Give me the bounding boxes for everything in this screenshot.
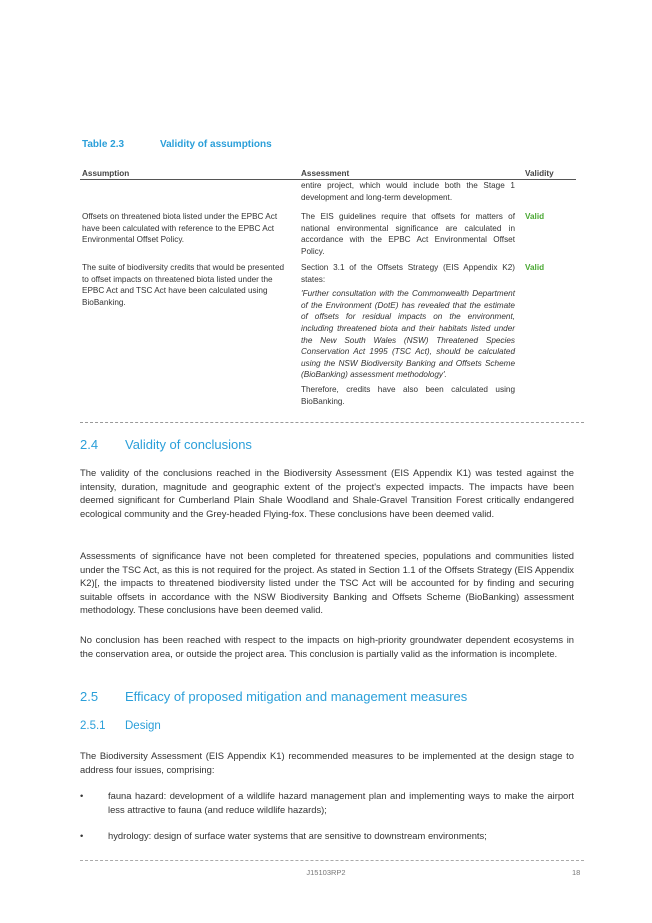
table-caption [82, 139, 272, 150]
section-title: Efficacy of proposed mitigation and management measures [125, 689, 468, 704]
table-title: Validity of assumptions [160, 139, 272, 150]
assumption-cell: The suite of biodiversity credits that would be presented to offset impacts on threatened biota listed under the EPBC Act and TSC Act have been calculated using BioBanking. [82, 263, 285, 307]
header-assumption: Assumption [82, 169, 130, 178]
assessment-text: entire project, which would include both the Stage 1 development and long-term development. [301, 181, 515, 202]
header-validity: Validity [525, 169, 554, 178]
assessment-text: The EIS guidelines require that offsets for matters of national environmental significance are calculated in accordance with the EPBC Act Environmental Offset Policy. [301, 212, 515, 256]
table-row [80, 211, 576, 262]
assessment-text: Therefore, credits have also been calculated using BioBanking. [301, 384, 515, 406]
subsection-title: Design [125, 720, 161, 732]
table-header [80, 164, 576, 180]
table-row [80, 262, 576, 427]
assessment-cell [301, 262, 515, 407]
list-item-text: hydrology: design of surface water systems that are sensitive to downstream environments; [108, 830, 487, 841]
footer-page-number: 18 [572, 868, 581, 877]
table-bottom-rule [80, 422, 584, 423]
paragraph: Assessments of significance have not been completed for threatened species, populations and communities listed under the TSC Act, as this is not required for the project. As stated in Section 1.1 of the Offsets Strategy (EIS Appendix K2)[, the impacts to threatened biodiversity listed under the TSC Act will be accounted for by finding and securing suitable offsets in accordance with the NSW Biodiversity Banking and Offsets Scheme (BioBanking) assessment methodology. These conclusions have been deemed valid. [80, 550, 574, 616]
subsection-number: 2.5.1 [80, 720, 106, 732]
subsection-heading-2-5-1 [80, 720, 161, 732]
paragraph: No conclusion has been reached with respect to the impacts on high-priority groundwater dependent ecosystems in the conservation area, or outside the project area. This conclusion is partially valid as the information is incomplete. [80, 634, 574, 659]
assessment-cell [301, 211, 515, 257]
validity-cell: Valid [525, 263, 545, 272]
paragraph: The Biodiversity Assessment (EIS Appendix K1) recommended measures to be implemented at the design stage to address four issues, comprising: [80, 750, 574, 775]
list-item-text: fauna hazard: development of a wildlife hazard management plan and implementing ways to make the airport less attractive to fauna (and reduce wildlife hazards); [108, 790, 574, 815]
bullet-icon: • [80, 790, 84, 801]
footer-doc-code: J15103RP2 [306, 868, 346, 877]
section-number: 2.5 [80, 689, 99, 704]
section-title: Validity of conclusions [125, 437, 252, 452]
section-heading-2-5 [80, 689, 467, 704]
section-heading-2-4 [80, 437, 252, 452]
assumption-cell: Offsets on threatened biota listed under the EPBC Act have been calculated with reference to the EPBC Act Environmental Offset Policy. [82, 212, 278, 245]
section-number: 2.4 [80, 437, 99, 452]
assessment-cell [301, 180, 515, 203]
bullet-icon: • [80, 830, 84, 841]
table-number: Table 2.3 [82, 139, 125, 150]
assessment-quote: 'Further consultation with the Commonwealth Department of the Environment (DotE) has revealed that the estimate of offsets for residual impacts on the environment, including threatened biota and their habitats listed under the New South Wales (NSW) Threatened Species Conservation Act 1995 (TSC Act), should be calculated using the NSW Biodiversity Banking and Offsets Scheme (BioBanking) assessment methodology'. [301, 289, 515, 380]
footer-rule [80, 860, 584, 861]
table-row [80, 180, 576, 207]
paragraph: The validity of the conclusions reached in the Biodiversity Assessment (EIS Appendix K1) was tested against the intensity, duration, magnitude and geographic extent of the project's expected impacts. The impacts have been deemed significant for Cumberland Plain Shale Woodland and Shale-Gravel Transition Forest critically endangered ecological community and the Grey-headed Flying-fox. These conclusions have been deemed valid. [80, 467, 574, 519]
validity-cell: Valid [525, 212, 545, 221]
header-assessment: Assessment [301, 169, 350, 178]
assessment-text: Section 3.1 of the Offsets Strategy (EIS Appendix K2) states: [301, 263, 515, 284]
assumptions-table [80, 164, 576, 427]
